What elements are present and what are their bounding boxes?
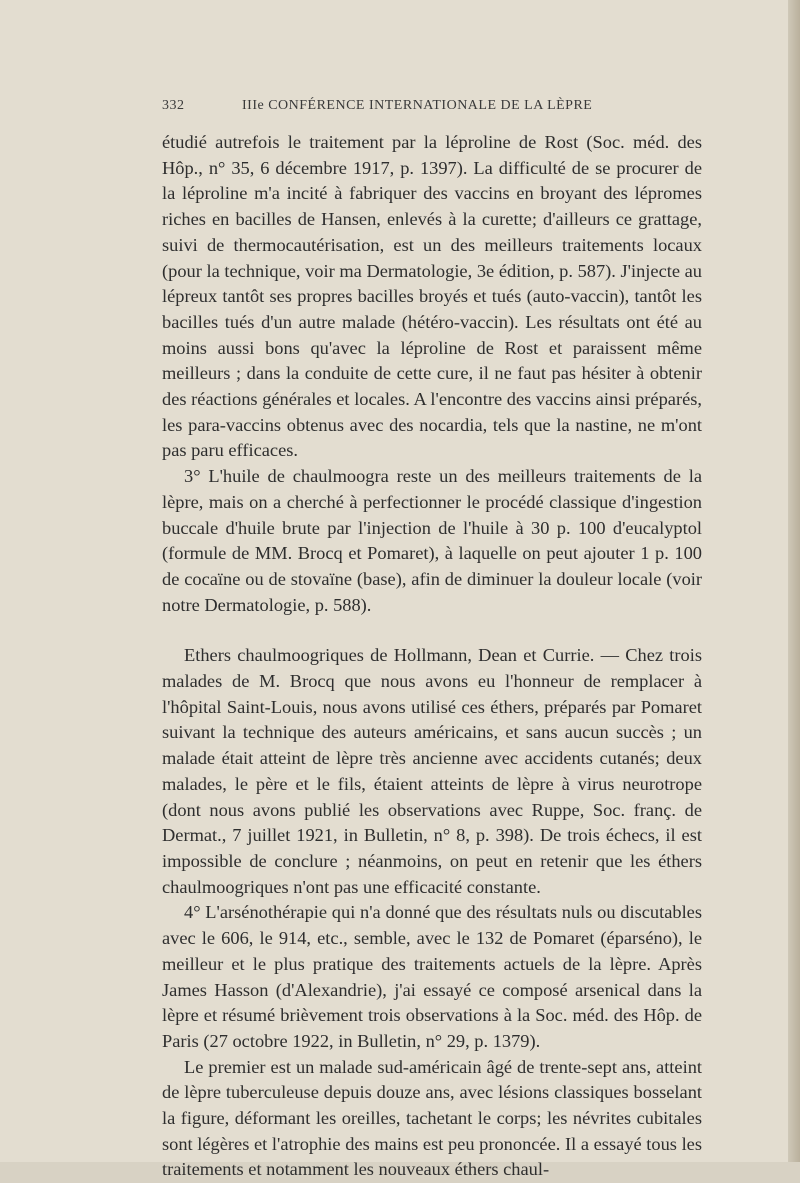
paragraph-4: 4° L'arsénothérapie qui n'a donné que des résultats nuls ou discutables avec le 606, le 914, etc., semble, avec le 132 de Pomaret (éparséno), le meilleur et le plus pratique des traitements actuels de la lèpre. Après James Hasson (d'Alexandrie), j'ai essayé ce composé arsenical dans la lèpre et résumé brièvement trois observations à la Soc. méd. des Hôp. de Paris (27 octobre 1922, in Bulletin, n° 29, p. 1379). <box>162 902 702 1051</box>
paragraph-5: Le premier est un malade sud-américain âgé de trente-sept ans, atteint de lèpre tuberculeuse depuis douze ans, avec lésions classiques bosselant la figure, déformant les oreilles, tachetant le corps; les névrites cubitales sont légères et l'atrophie des mains est peu prononcée. Il a essayé tous les traitements et notamment les nouveaux éthers chaul- <box>162 1056 702 1180</box>
paragraph-1: étudié autrefois le traitement par la léproline de Rost (Soc. méd. des Hôp., n° 35, 6 décembre 1917, p. 1397). La difficulté de se procurer de la léproline m'a incité à fabriquer des vaccins en broyant des lépromes riches en bacilles de Hansen, enlevés à la curette; d'ailleurs ce grattage, suivi de thermocautérisation, est un des meilleurs traitements locaux (pour la technique, voir ma Dermatologie, 3e édition, p. 587). J'injecte au lépreux tantôt ses propres bacilles broyés et tués (auto-vaccin), tantôt les bacilles tués d'un autre malade (hétéro-vaccin). Les résultats ont été au moins aussi bons qu'avec la léproline de Rost et paraissent même meilleurs ; dans la conduite de cette cure, il ne faut pas hésiter à obtenir des réactions générales et locales. A l'encontre des vaccins ainsi préparés, les para-vaccins obtenus avec des nocardia, tels que la nastine, ne m'ont pas paru efficaces. <box>162 132 702 461</box>
paragraph-2: 3° L'huile de chaulmoogra reste un des meilleurs traitements de la lèpre, mais on a cherché à perfectionner le procédé classique d'ingestion buccale d'huile brute par l'injection de l'huile à 30 p. 100 d'eucalyptol (formule de MM. Brocq et Pomaret), à laquelle on peut ajouter 1 p. 100 de cocaïne ou de stovaïne (base), afin de diminuer la douleur locale (voir notre Dermatologie, p. 588). <box>162 466 702 615</box>
running-header <box>162 98 614 114</box>
paragraph-3: Ethers chaulmoogriques de Hollmann, Dean et Currie. — Chez trois malades de M. Brocq que nous avons eu l'honneur de remplacer à l'hôpital Saint-Louis, nous avons utilisé ces éthers, préparés par Pomaret suivant la technique des auteurs américains, et sans aucun succès ; un malade était atteint de lèpre très ancienne avec accidents cutanés; deux malades, le père et le fils, étaient atteints de lèpre à virus neurotrope (dont nous avons publié les observations avec Ruppe, Soc. franç. de Dermat., 7 juillet 1921, in Bulletin, n° 8, p. 398). De trois échecs, il est impossible de conclure ; néanmoins, on peut en retenir que les éthers chaulmoogriques n'ont pas une efficacité constante. <box>162 645 702 897</box>
body-text <box>162 130 702 1183</box>
page-edge-shadow <box>788 0 800 1162</box>
running-title: IIIe CONFÉRENCE INTERNATIONALE DE LA LÈPRE <box>242 98 593 113</box>
page-number: 332 <box>162 98 185 113</box>
